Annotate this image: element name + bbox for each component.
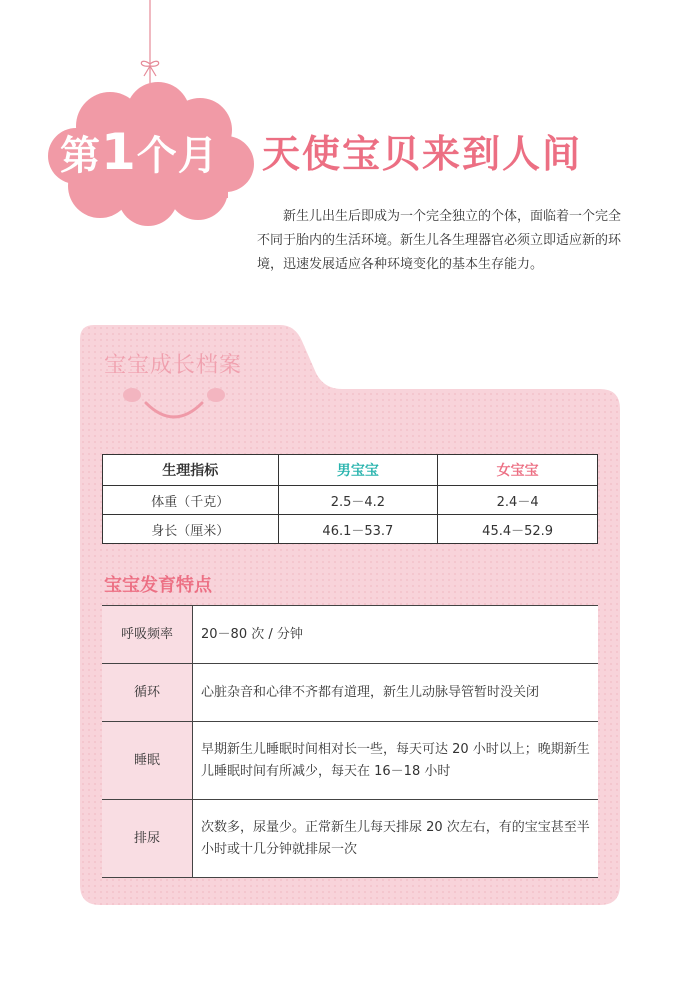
dev-label-cell: 排尿 (102, 800, 193, 878)
smiley-face-icon (120, 385, 230, 425)
chapter-title: 天使宝贝来到人间 (262, 132, 583, 176)
header-metric: 生理指标 (103, 455, 279, 486)
table-row (102, 800, 598, 878)
girl-value-cell: 45.4－52.9 (438, 515, 598, 544)
table-row (103, 486, 598, 515)
header-girl: 女宝宝 (438, 455, 598, 486)
dev-text-cell: 次数多，尿量少。正常新生儿每天排尿 20 次左右，有的宝宝甚至半小时或十几分钟就排尿一次 (193, 800, 599, 878)
table-row (102, 722, 598, 800)
dev-text-cell: 早期新生儿睡眠时间相对长一些，每天可达 20 小时以上；晚期新生儿睡眠时间有所减少，每天在 16－18 小时 (193, 722, 599, 800)
table-row (102, 664, 598, 722)
table-row (102, 606, 598, 664)
development-table (102, 605, 598, 878)
badge-prefix: 第 (60, 133, 101, 179)
development-title: 宝宝发育特点 (104, 575, 212, 596)
boy-value-cell: 2.5－4.2 (278, 486, 438, 515)
dev-label-cell: 睡眠 (102, 722, 193, 800)
girl-value-cell: 2.4－4 (438, 486, 598, 515)
dev-text-cell: 20－80 次 / 分钟 (193, 606, 599, 664)
growth-table-header (103, 455, 598, 486)
badge-suffix: 个月 (136, 133, 219, 179)
badge-number: 1 (101, 123, 137, 181)
metric-cell: 体重（千克） (103, 486, 279, 515)
growth-table (102, 454, 598, 544)
month-badge (60, 123, 250, 181)
table-row (103, 515, 598, 544)
dev-text-cell: 心脏杂音和心律不齐都有道理，新生儿动脉导管暂时没关闭 (193, 664, 599, 722)
intro-paragraph: 新生儿出生后即成为一个完全独立的个体，面临着一个完全不同于胎内的生活环境。新生儿各生理器官必须立即适应新的环境，迅速发展适应各种环境变化的基本生存能力。 (257, 209, 622, 272)
boy-value-cell: 46.1－53.7 (278, 515, 438, 544)
metric-cell: 身长（厘米） (103, 515, 279, 544)
growth-record-title: 宝宝成长档案 (104, 353, 243, 378)
dev-label-cell: 呼吸频率 (102, 606, 193, 664)
dev-label-cell: 循环 (102, 664, 193, 722)
header-boy: 男宝宝 (278, 455, 438, 486)
